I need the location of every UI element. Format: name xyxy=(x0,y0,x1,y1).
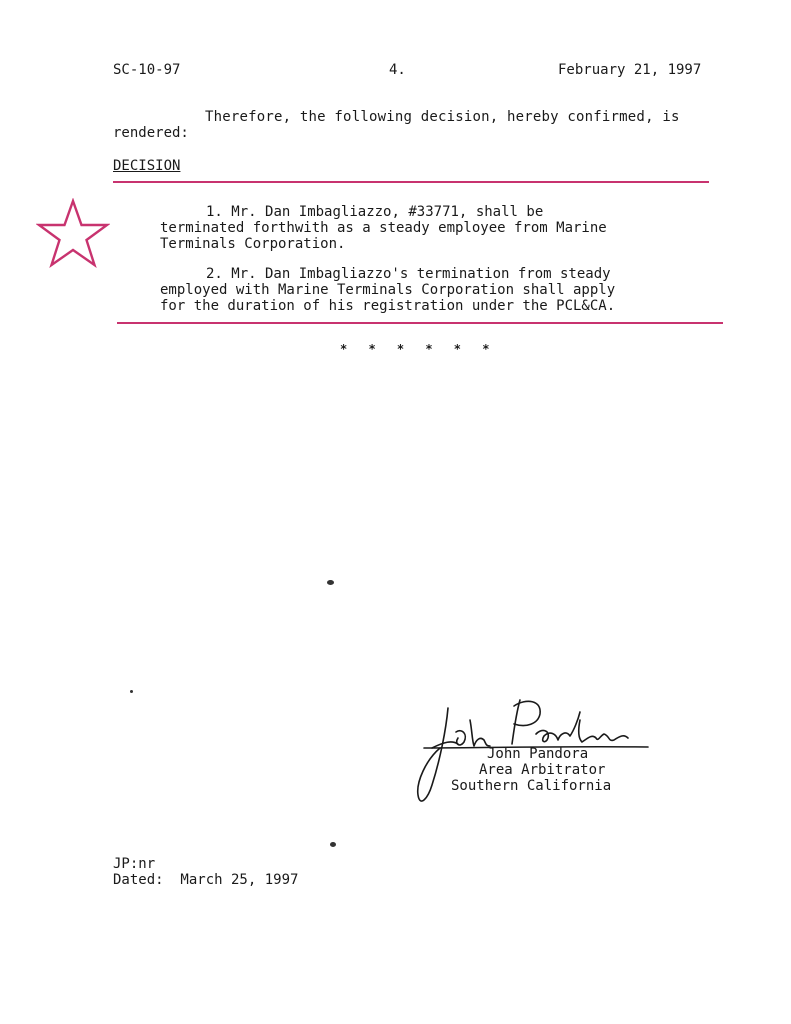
decision-item-2-line-3: for the duration of his registration under the PCL&CA. xyxy=(160,298,616,314)
highlight-rule-bottom xyxy=(117,322,723,324)
page-number: 4. xyxy=(389,62,406,78)
signer-title: Area Arbitrator xyxy=(479,762,606,778)
signature-block xyxy=(451,746,611,794)
footer-initials: JP:nr xyxy=(113,856,156,872)
word: Imbagliazzo, xyxy=(298,204,400,220)
header-date: February 21, 1997 xyxy=(558,62,702,78)
word: be xyxy=(526,204,544,220)
scan-speck xyxy=(327,580,334,585)
decision-heading: DECISION xyxy=(113,158,181,174)
star-annotation-icon xyxy=(36,198,110,268)
signer-region: Southern California xyxy=(451,778,612,794)
decision-item-1 xyxy=(160,204,674,252)
word: #33771, xyxy=(408,204,468,220)
decision-item-2-line-1: 2. Mr. Dan Imbagliazzo's termination from steady xyxy=(206,266,611,282)
signer-name: John Pandora xyxy=(487,746,589,762)
highlight-rule-top xyxy=(113,181,709,183)
intro-text-line-1: Therefore, the following decision, hereby confirmed, is xyxy=(205,109,680,125)
footer-dated: Dated: March 25, 1997 xyxy=(113,872,299,888)
word: 1. xyxy=(206,204,223,220)
word: shall xyxy=(475,204,518,220)
decision-item-1-line-1 xyxy=(160,204,674,220)
case-number: SC-10-97 xyxy=(113,62,181,78)
scan-speck xyxy=(130,690,133,693)
decision-item-2 xyxy=(160,266,674,314)
section-divider: * * * * * * xyxy=(340,342,497,356)
word: Mr. xyxy=(231,204,257,220)
word: Dan xyxy=(265,204,291,220)
scan-speck xyxy=(330,842,336,847)
intro-text-line-2: rendered: xyxy=(113,125,189,141)
footer xyxy=(113,856,298,888)
decision-item-1-line-2: terminated forthwith as a steady employee from Marine xyxy=(160,220,607,236)
decision-item-1-line-3: Terminals Corporation. xyxy=(160,236,346,252)
decision-item-2-line-2: employed with Marine Terminals Corporation shall apply xyxy=(160,282,616,298)
